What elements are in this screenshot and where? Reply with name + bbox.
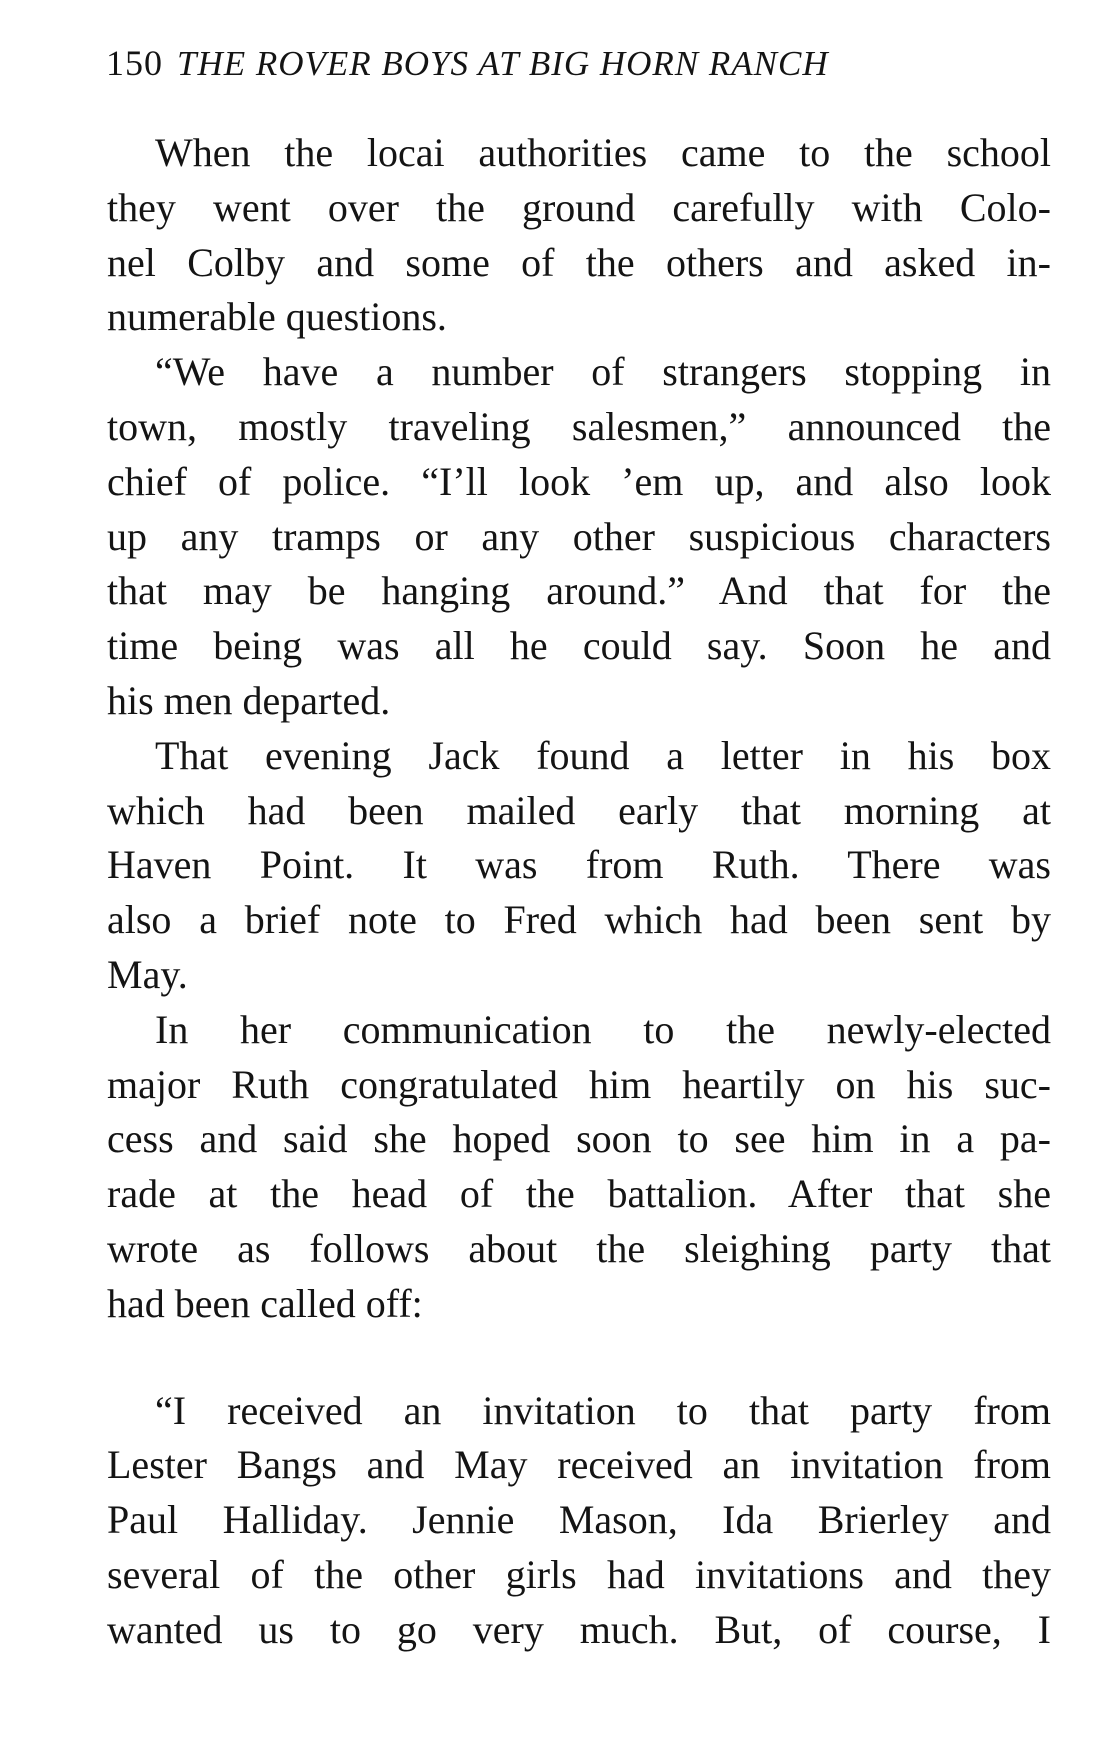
- text-line: they went over the ground carefully with Colo-: [107, 184, 1051, 230]
- text-line: wanted us to go very much. But, of course, I: [107, 1606, 1051, 1652]
- text-line: his men departed.: [107, 677, 391, 723]
- page-number: 150: [106, 43, 163, 83]
- letter-paragraph: [107, 1384, 1051, 1658]
- text-line: Paul Halliday. Jennie Mason, Ida Brierley and: [107, 1497, 1051, 1543]
- paragraph: [107, 126, 1051, 345]
- text-line: also a brief note to Fred which had been sent by: [107, 897, 1051, 943]
- text-line: that may be hanging around.” And that for the: [107, 568, 1051, 614]
- text-line: which had been mailed early that morning at: [107, 787, 1051, 833]
- text-line: That evening Jack found a letter in his box: [155, 732, 1051, 778]
- text-line: nel Colby and some of the others and asked in-: [107, 239, 1051, 285]
- text-line: rade at the head of the battalion. After that she: [107, 1171, 1051, 1217]
- text-line: Lester Bangs and May received an invitation from: [107, 1442, 1051, 1488]
- text-line: Haven Point. It was from Ruth. There was: [107, 842, 1051, 888]
- text-line: “I received an invitation to that party from: [155, 1387, 1051, 1433]
- text-line: time being was all he could say. Soon he and: [107, 623, 1051, 669]
- text-line: When the locai authorities came to the school: [155, 130, 1051, 175]
- section-spacer: [107, 1332, 1051, 1384]
- text-line: wrote as follows about the sleighing party that: [107, 1225, 1051, 1271]
- text-line: several of the other girls had invitations and they: [107, 1551, 1051, 1597]
- text-line: up any tramps or any other suspicious characters: [107, 513, 1051, 559]
- paragraph: [107, 1003, 1051, 1332]
- text-line: numerable questions.: [107, 294, 447, 340]
- text-line: “We have a number of strangers stopping in: [155, 349, 1051, 395]
- text-line: In her communication to the newly-elected: [155, 1006, 1051, 1052]
- text-line: major Ruth congratulated him heartily on his suc-: [107, 1061, 1051, 1107]
- paragraph: [107, 729, 1051, 1003]
- text-line: chief of police. “I’ll look ’em up, and also look: [107, 458, 1051, 504]
- body-text: [107, 126, 1051, 1658]
- page-header: [106, 38, 829, 88]
- text-line: town, mostly traveling salesmen,” announced the: [107, 403, 1051, 449]
- paragraph: [107, 345, 1051, 729]
- text-line: had been called off:: [107, 1280, 423, 1326]
- text-line: May.: [107, 951, 188, 997]
- running-title: THE ROVER BOYS AT BIG HORN RANCH: [177, 44, 829, 83]
- text-line: cess and said she hoped soon to see him in a pa-: [107, 1116, 1051, 1162]
